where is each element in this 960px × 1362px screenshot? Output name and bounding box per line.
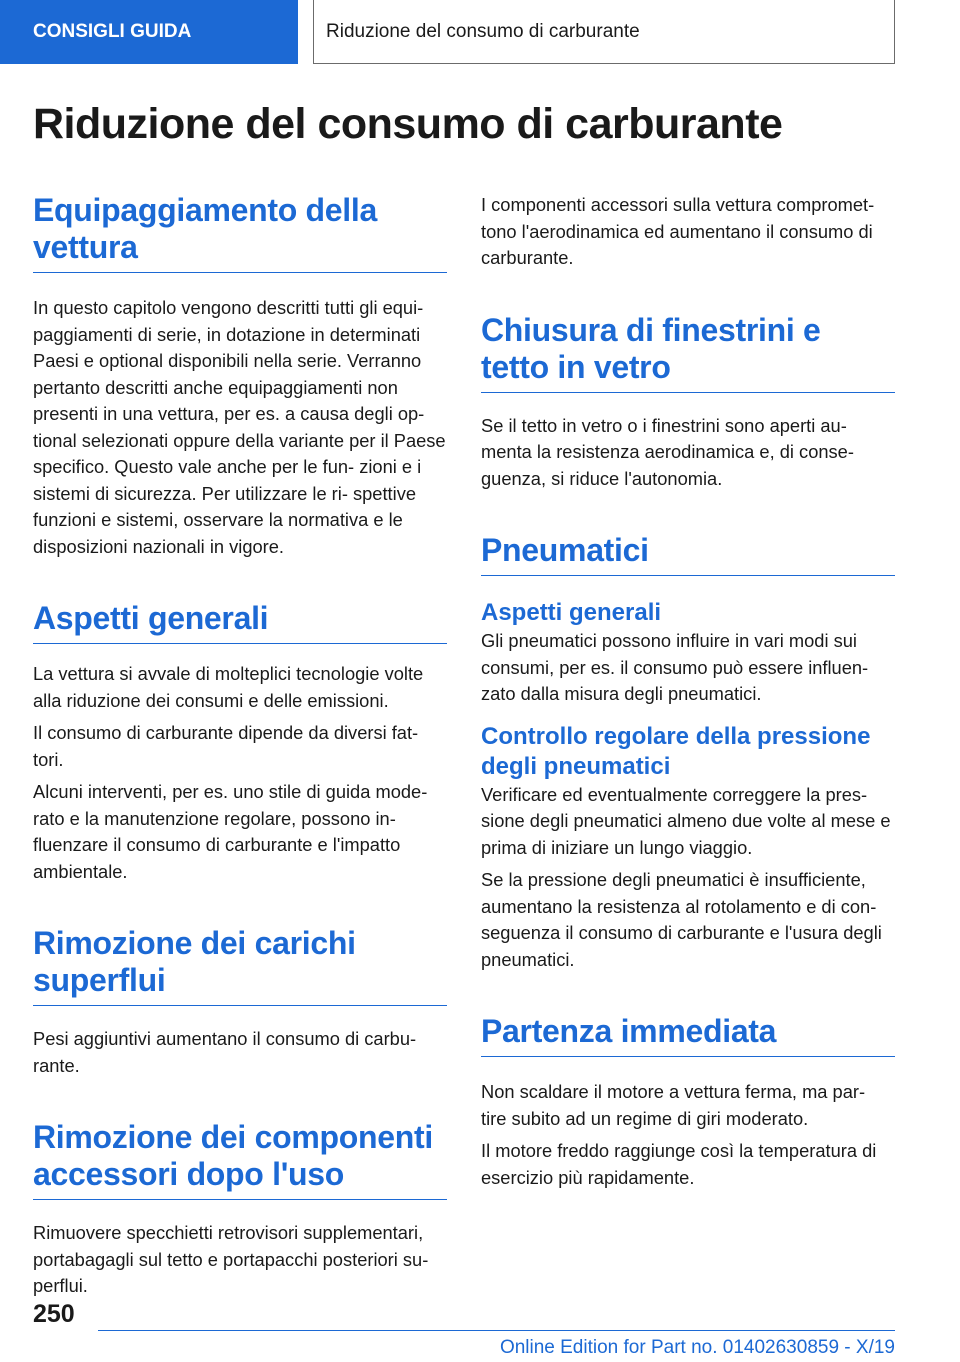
footer-edition: Online Edition for Part no. 01402630859 - X/19 <box>499 1337 895 1358</box>
right-column <box>481 192 895 1191</box>
paragraph: In questo capitolo vengono descritti tutti gli equi‐ paggiamenti di serie, in dotazione in determinati Paesi e optional disponibili nella serie. Verranno pertanto descritti anche equipaggiamenti non presenti in una vettura, per es. a causa degli op‐ tional selezionati oppure della variante per il Paese specifico. Questo vale anche per le fun‐ zioni e i sistemi di sicurezza. Per utilizzare le ri‐ spettive funzioni e sistemi, osservare la normativa e le disposizioni nazionali in vigore. <box>33 297 446 557</box>
section-heading: Pneumatici <box>481 532 895 576</box>
paragraph: Il motore freddo raggiunge così la temperatura di esercizio più rapidamente. <box>481 1140 877 1188</box>
paragraph: Rimuovere specchietti retrovisori supplementari, portabagagli sul tetto e portapacchi posteriori su‐ perflui. <box>33 1222 429 1296</box>
section-carichi-superflui <box>33 925 447 1079</box>
paragraph: Non scaldare il motore a vettura ferma, ma par‐ tire subito ad un regime di giri moderato. <box>481 1081 866 1129</box>
paragraph: Se il tetto in vetro o i finestrini sono aperti au‐ menta la resistenza aerodinamica e, di conse‐ guenza, si riduce l'autonomia. <box>481 414 854 489</box>
section-heading: Rimozione dei componenti accessori dopo l'uso <box>33 1119 447 1200</box>
section-componenti-accessori <box>33 1119 447 1300</box>
section-heading: Equipaggiamento della vettura <box>33 192 447 273</box>
left-column <box>33 192 447 1300</box>
paragraph: Gli pneumatici possono influire in vari modi sui consumi, per es. il consumo può essere influen‐ zato dalla misura degli pneumatici. <box>481 630 869 704</box>
header-chapter-box <box>313 0 895 64</box>
page-number: 250 <box>33 1300 75 1328</box>
subsection-heading: Controllo regolare della pressione degli pneumatici <box>481 722 871 780</box>
section-partenza <box>481 1013 895 1191</box>
paragraph: I componenti accessori sulla vettura compromet‐ tono l'aerodinamica ed aumentano il consumo di carburante. <box>481 194 875 268</box>
section-heading: Rimozione dei carichi superflui <box>33 925 447 1006</box>
paragraph: La vettura si avvale di molteplici tecnologie volte alla riduzione dei consumi e delle emissioni. <box>33 663 424 711</box>
section-aspetti-generali <box>33 600 447 885</box>
header-section-tab <box>0 0 298 64</box>
footer-divider <box>98 1330 895 1331</box>
page-title: Riduzione del consumo di carburante <box>33 100 783 148</box>
section-heading: Partenza immediata <box>481 1013 895 1057</box>
paragraph: Se la pressione degli pneumatici è insufficiente, aumentano la resistenza al rotolamento e di con‐ seguenza il consumo di carburante e l'usura degli pneumatici. <box>481 869 882 970</box>
section-heading: Aspetti generali <box>33 600 447 644</box>
header-chapter-title: Riduzione del consumo di carburante <box>326 20 640 42</box>
section-equipaggiamento <box>33 192 447 560</box>
section-heading: Chiusura di finestrini e tetto in vetro <box>481 312 895 393</box>
section-finestrini <box>481 312 895 493</box>
header-section-label: CONSIGLI GUIDA <box>33 21 192 42</box>
paragraph: Alcuni interventi, per es. uno stile di guida mode‐ rato e la manutenzione regolare, possono in‐ fluenzare il consumo di carburante e l'impatto ambientale. <box>33 781 428 882</box>
paragraph: Verificare ed eventualmente correggere la pres‐ sione degli pneumatici almeno due volte al mese e prima di iniziare un lungo viaggio. <box>481 783 891 858</box>
subsection-heading: Aspetti generali <box>481 599 662 626</box>
paragraph: Il consumo di carburante dipende da diversi fat‐ tori. <box>33 722 419 770</box>
section-pneumatici <box>481 532 895 973</box>
paragraph: Pesi aggiuntivi aumentano il consumo di carbu‐ rante. <box>33 1028 417 1076</box>
